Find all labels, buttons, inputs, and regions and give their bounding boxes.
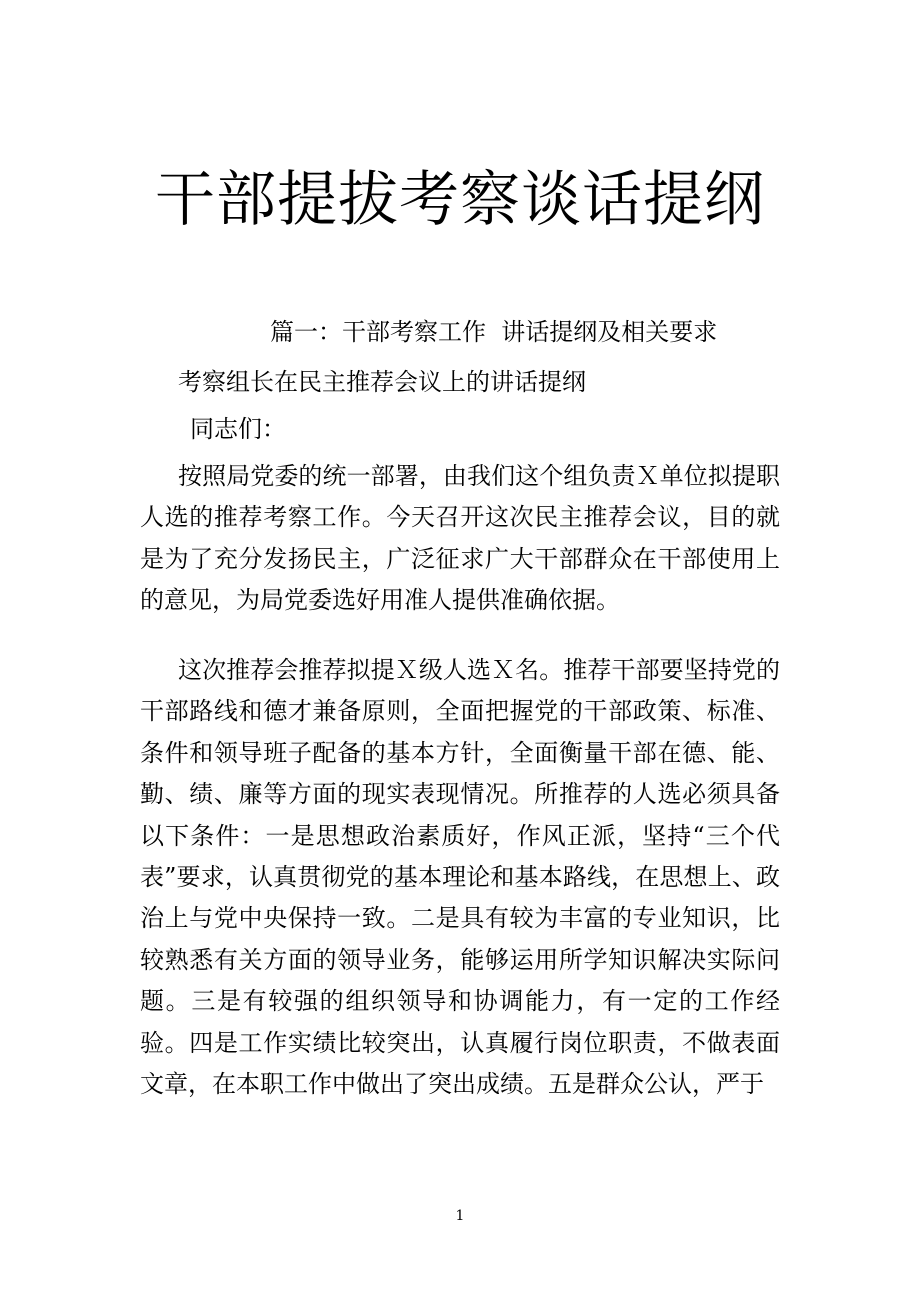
document-title: 干部提拔考察谈话提纲 [155,165,765,235]
page-number: 1 [455,1208,465,1224]
paragraph-1: 按照局党委的统一部署，由我们这个组负责Ｘ单位拟提职人选的推荐考察工作。今天召开这次民主推荐会议，目的就是为了充分发扬民主，广泛征求广大干部群众在干部使用上的意见，为局党委选好用准人提供准确依据。 [140,462,780,615]
speech-title: 考察组长在民主推荐会议上的讲话提纲 [178,368,586,396]
paragraph-2: 这次推荐会推荐拟提Ｘ级人选Ｘ名。推荐干部要坚持党的干部路线和德才兼备原则，全面把握党的干部政策、标准、条件和领导班子配备的基本方针，全面衡量干部在德、能、勤、绩、廉等方面的现实表现情况。所推荐的人选必须具备以下条件：一是思想政治素质好，作风正派，坚持“三个代表”要求，认真贯彻党的基本理论和基本路线，在思想上、政治上与党中央保持一致。二是具有较为丰富的专业知识，比较熟悉有关方面的领导业务，能够运用所学知识解决实际问题。三是有较强的组织领导和协调能力，有一定的工作经验。四是工作实绩比较突出，认真履行岗位职责，不做表面文章，在本职工作中做出了突出成绩。五是群众公认，严于 [140,656,780,1099]
section-heading: 篇一：干部考察工作 讲话提纲及相关要求 [270,318,718,346]
salutation: 同志们： [190,415,286,443]
